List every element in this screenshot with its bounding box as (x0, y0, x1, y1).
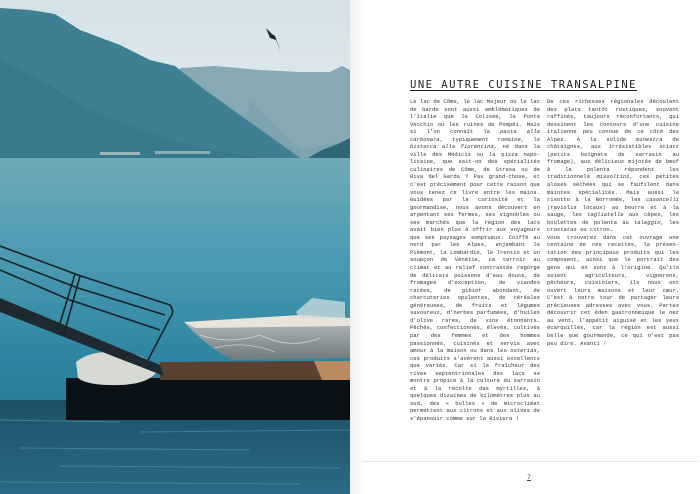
footer-divider (362, 461, 698, 462)
intro-paragraph: Le lac de Côme, le lac Majeur ou le lac de Garde sont aussi emblématiques de l'Italie que le Colisée, le Ponte Vecchio ou les ruines de Pompéi. Mais si l'on connaît la pasta alla carbonara, typiquement romaine, le bistecca alla fiorentina, né dans la ville des Médicis ou la pizza napolitaine, que sait-on des spécialités culinaires de Côme, de Stresa ou de Riva del Garda ? Pas grand-chose, et c'est précisément pour cette raison que vous tenez ce livre entre les mains. Guidées par la curiosité et la gourmandise, nous avons découvert en arpentant ses fermes, ses vignobles ou ses marchés que la région des lacs avait bien plus à offrir aux voyageurs que ses paysages somptueux. Coiffé au nord par les Alpes, enjambant le Piémont, la Lombardie, le Trentin et un soupçon de Vénétie, ce terroir au climat et au relief contrastés regorge de délicats poissons d'eau douce, de fromages d'exception, de viandes racées, de gibier abondant, de charcuteries opulentes, de céréales généreuses, de fruits et légumes savoureux, d'herbes parfumées, d'huiles d'olive rares, de vins étonnants… Pêchés, confectionnés, élevés, cultivés par des femmes et des hommes passionnés, cuisinés et servis avec amour à la maison ou dans les osterias, ces produits s'avèrent aussi excellents que variés. Car si la fraîcheur des rives septentrionales des lacs se montre propice à la culture du sarrasin et à la récolte des myrtilles, à quelques dizaines de kilomètres plus au sud, des « bulles » de microclimat permettent aux citrons et aux olives de s'épanouir comme sur la Riviera ! (410, 98, 540, 422)
text-page (350, 0, 700, 494)
text-column-left (410, 98, 540, 423)
article-title: UNE AUTRE CUISINE TRANSALPINE (410, 79, 638, 91)
dishes-paragraph: De ces richesses régionales découlent des plats tantôt rustiques, souvent raffinés, toujours réconfortants, qui dessinent les contours d'une cuisine italienne peu connue de ce côté des Alpes. À la solide minestra de châtaignes, aux irrésistibles sciatt (petits beignets de sarrasin au fromage), aux délicieux mijotés de bœuf à la polenta répondent les traditionnels missoltini, ces petites aloses séchées qui se faufilent dans maintes spécialités. Mais aussi le risotto à la Borromée, les casoncelli (raviolis locaux) au beurre et à la sauge, les tagliatelle aux cèpes, les boulettes de polenta au taleggio, les crostatas au citron… (547, 98, 679, 234)
closing-paragraph: Vous trouverez dans cet ouvrage une centaine de ces recettes, la présentation des principaux produits qui les composent, ainsi que le portrait des gens qui en sont à l'origine. Qu'ils soient agriculteurs, vignerons, pêcheurs, cuisiniers, ils nous ont ouvert leurs maisons et leur cœur. C'est à notre tour de partager leurs précieuses adresses avec vous. Partez découvrir cet éden gastronomique le nez au vent, l'appétit aiguisé et les yeux écarquillés, car la région est aussi belle que gourmande, ce qui n'est pas peu dire. Avanti ! (547, 233, 679, 347)
page-number: 7 (527, 474, 531, 481)
book-gutter (350, 0, 364, 494)
text-column-right (547, 98, 679, 347)
